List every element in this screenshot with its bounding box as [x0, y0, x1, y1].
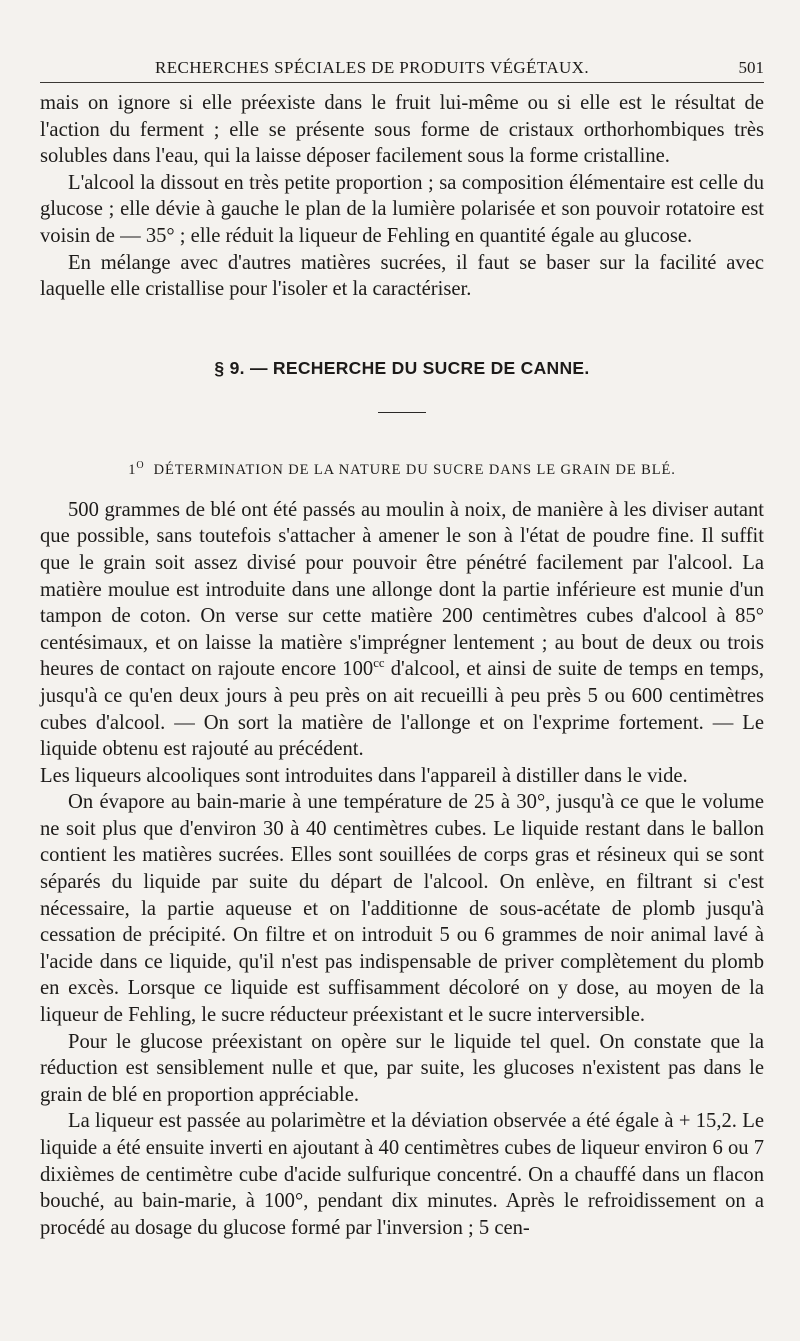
unit-superscript: cc — [373, 656, 385, 671]
subsection-degree: O — [136, 459, 145, 471]
paragraph: Les liqueurs alcooliques sont introduites dans l'appareil à distiller dans le vide. — [40, 764, 688, 787]
section-heading: § 9. — RECHERCHE DU SUCRE DE CANNE. — [214, 357, 590, 378]
page-number: 501 — [738, 58, 764, 77]
paragraph: mais on ignore si elle préexiste dans le fruit lui-même ou si elle est le résultat de l'action du ferment ; elle se présente sous forme de cristaux orthorhombiques très solubles dans l'eau, qui la laisse déposer facilement sous la forme cristalline. — [40, 92, 764, 168]
paragraph-text: d'alcool, et ainsi de suite de temps en temps, jusqu'à ce qu'en deux jours à peu près on ait recueilli à peu près 5 ou 600 centimètres cubes d'alcool. — On sort la matière de l'allonge et on l'exprime fortement. — Le liquide obtenu est rajouté au précédent. — [40, 658, 764, 761]
paragraph: On évapore au bain-marie à une température de 25 à 30°, jusqu'à ce que le volume ne soit plus que d'environ 30 à 40 centimètres cubes. Le liquide restant dans le ballon contient les matières sucrées. Elles sont souillées de corps gras et résineux qui se sont séparés du liquide par suite du départ de l'alcool. On enlève, en filtrant si c'est nécessaire, la partie aqueuse et on l'additionne de sous-acétate de plomb jusqu'à cessation de précipité. On filtre et on introduit 5 ou 6 grammes de noir animal lavé à l'acide dans ce liquide, qu'il n'est pas indispensable de priver complètement du plomb en excès. Lorsque ce liquide est suffisamment décoloré on y dose, au moyen de la liqueur de Fehling, le sucre réducteur préexistant et le sucre interversible. — [40, 791, 764, 1027]
paragraph — [40, 497, 764, 763]
subsection-heading — [40, 457, 764, 483]
paragraph: Pour le glucose préexistant on opère sur le liquide tel quel. On constate que la réduction est sensiblement nulle et que, par suite, les glucoses n'existent pas dans le grain de blé en proportion appréciable. — [40, 1030, 764, 1106]
paragraph: L'alcool la dissout en très petite proportion ; sa composition élémentaire est celle du glucose ; elle dévie à gauche le plan de la lumière polarisée et son pouvoir rotatoire est voisin de — 35° ; elle réduit la liqueur de Fehling en quantité égale au glucose. — [40, 171, 764, 247]
subsection-number: 1 — [128, 461, 137, 478]
page-body — [40, 90, 764, 1241]
running-title: RECHERCHES SPÉCIALES DE PRODUITS VÉGÉTAUX. — [154, 58, 589, 77]
section-divider — [378, 412, 426, 413]
subsection-title: DÉTERMINATION DE LA NATURE DU SUCRE DANS LE GRAIN DE BLÉ. — [153, 461, 676, 478]
running-header — [40, 56, 764, 83]
paragraph-text: 500 grammes de blé ont été passés au moulin à noix, de manière à les diviser autant que possible, sans toutefois s'attacher à amener le son à l'état de poudre fine. Il suffit que le grain soit assez divisé pour pouvoir être pénétré facilement par l'alcool. La matière moulue est introduite dans une allonge dont la partie inférieure est munie d'un tampon de coton. On verse sur cette matière 200 centimètres cubes d'alcool à 85° centésimaux, et on laisse la matière s'imprégner lentement ; au bout de deux ou trois heures de contact on rajoute encore 100 — [40, 498, 764, 681]
section-body — [40, 497, 764, 1242]
paragraph: En mélange avec d'autres matières sucrées, il faut se baser sur la facilité avec laquelle elle cristallise pour l'isoler et la caractériser. — [40, 251, 764, 301]
paragraph: La liqueur est passée au polarimètre et la déviation observée a été égale à + 15,2. Le liquide a été ensuite inverti en ajoutant à 40 centimètres cubes de liqueur environ 6 ou 7 dixièmes de centimètre cube d'acide sulfurique concentré. On a chauffé dans un flacon bouché, au bain-marie, à 100°, pendant dix minutes. Après le refroidissement on a procédé au dosage du glucose formé par l'inversion ; 5 cen- — [40, 1110, 764, 1239]
